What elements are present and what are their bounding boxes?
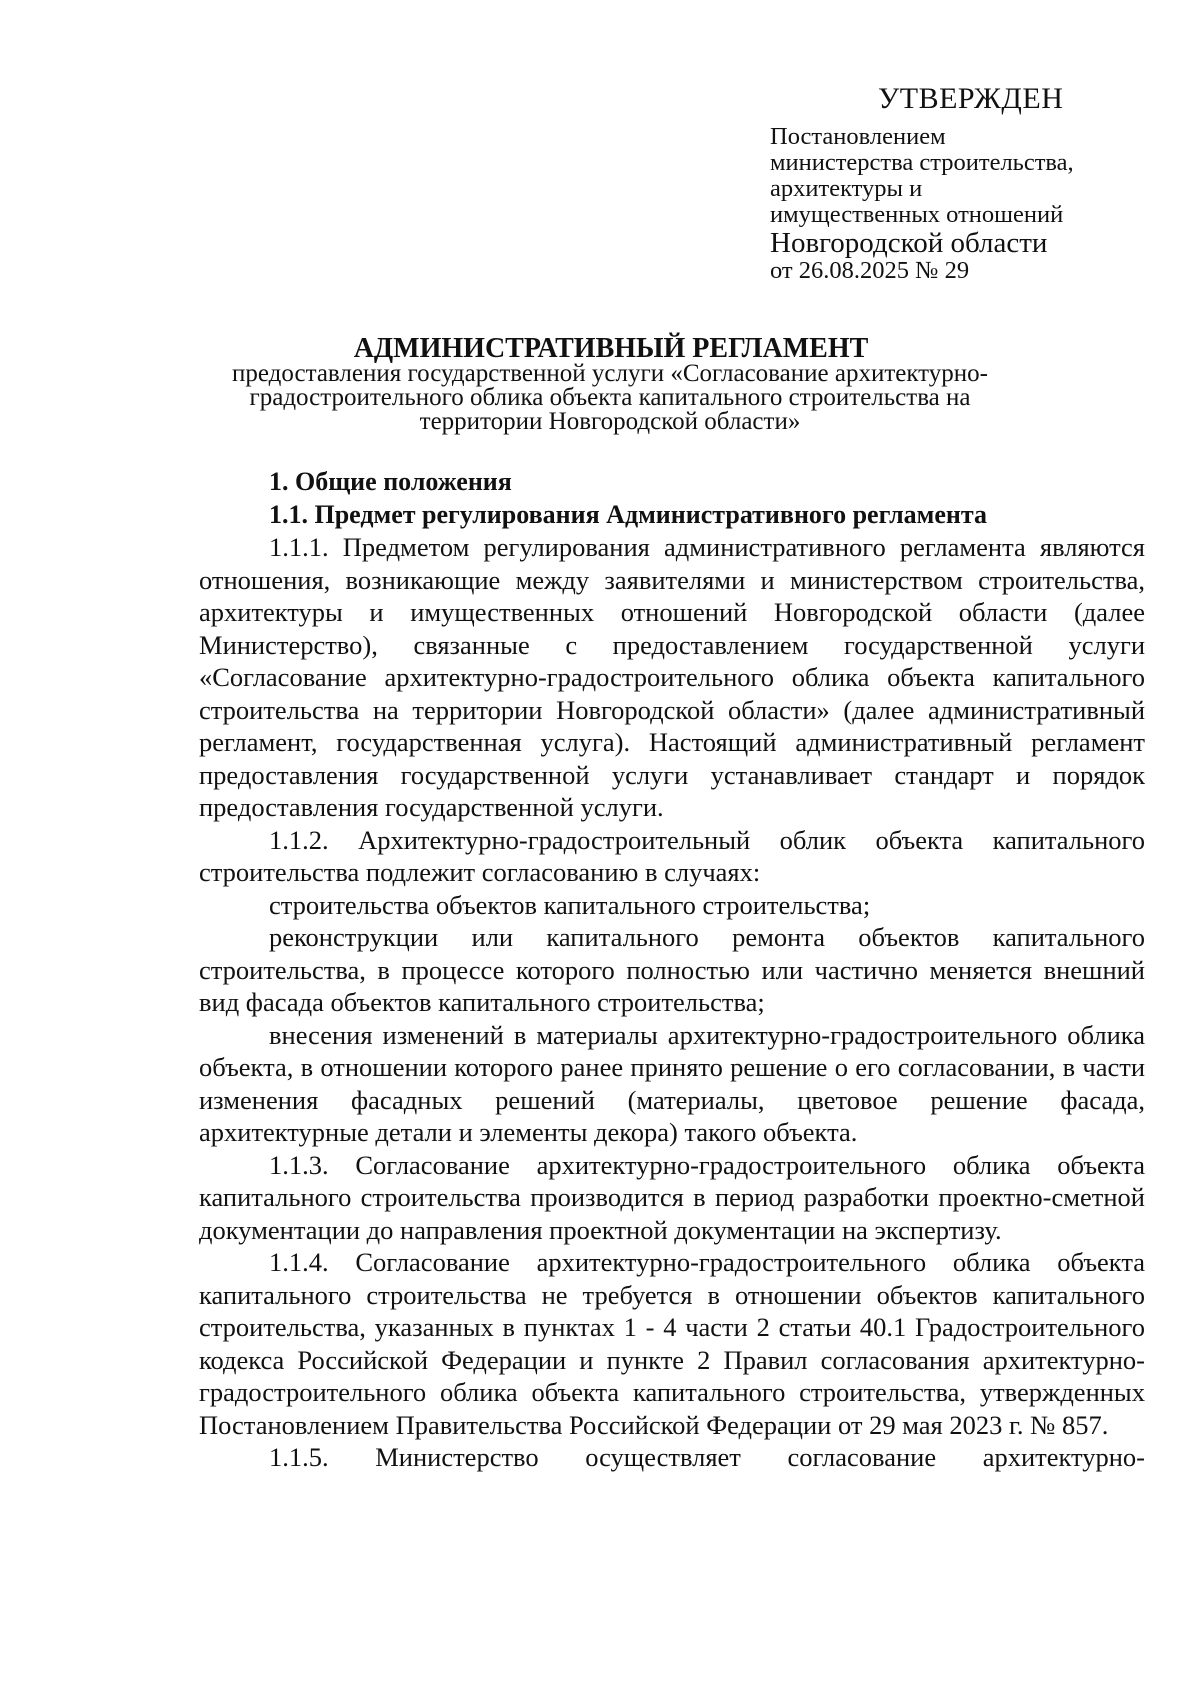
approval-line: имущественных отношений (770, 201, 1064, 228)
list-item: строительства объектов капитального строительства; (269, 889, 871, 920)
subsection-heading: 1.1. Предмет регулирования Административного регламента (269, 499, 987, 529)
approval-title: УТВЕРЖДЕН (878, 82, 1064, 115)
approval-block (770, 124, 1074, 284)
list-item: реконструкции или капитального ремонта объектов капитального строительства, в процессе которого полностью или частично меняется внешний вид фасада объектов капитального строительства; (199, 922, 1145, 1017)
list-item: внесения изменений в материалы архитектурно-градостроительного облика объекта, в отношении которого ранее принято решение о его согласовании, в части изменения фасадных решений (материалы, цветовое решение фасада, архитектурные детали и элементы декора) такого объекта. (199, 1019, 1145, 1147)
paragraph-1-1-1: 1.1.1. Предметом регулирования административного регламента являются отношения, возникающие между заявителями и министерством строительства, архитектуры и имущественных отношений Новгородской области (далее Министерство), связанные с предоставлением государственной услуги «Согласование архитектурно-градостроительного облика объекта капитального строительства на территории Новгородской области» (далее административный регламент, государственная услуга). Настоящий административный регламент предоставления государственной услуги устанавливает стандарт и порядок предоставления государственной услуги. (199, 532, 1145, 822)
paragraph-1-1-5: 1.1.5. Министерство осуществляет согласование архитектурно- (269, 1442, 1145, 1472)
section-heading: 1. Общие положения (269, 467, 512, 496)
paragraph-1-1-2: 1.1.2. Архитектурно-градостроительный облик объекта капитального строительства подлежит согласованию в случаях: (199, 824, 1145, 887)
approval-date-number: от 26.08.2025 № 29 (770, 257, 970, 284)
paragraph-1-1-3: 1.1.3. Согласование архитектурно-градостроительного облика объекта капитального строительства производится в период разработки проектно-сметной документации до направления проектной документации на экспертизу. (199, 1149, 1145, 1245)
document-subtitle: предоставления государственной услуги «Согласование архитектурно-градостроительного облика объекта капитального строительства на территории Новгородской области» (232, 360, 988, 435)
approval-line: архитектуры и (770, 175, 923, 202)
approval-line: Новгородской области (770, 227, 1048, 259)
paragraph-1-1-4: 1.1.4. Согласование архитектурно-градостроительного облика объекта капитального строительства не требуется в отношении объектов капитального строительства, указанных в пунктах 1 - 4 части 2 статьи 40.1 Градостроительного кодекса Российской Федерации и пункте 2 Правил согласования архитектурно-градостроительного облика объекта капитального строительства, утвержденных Постановлением Правительства Российской Федерации от 29 мая 2023 г. № 857. (199, 1247, 1145, 1440)
document-title: АДМИНИСТРАТИВНЫЙ РЕГЛАМЕНТ (353, 333, 869, 364)
approval-line: министерства строительства, (770, 149, 1074, 176)
document-body (199, 466, 1145, 1474)
approval-line: Постановлением (770, 123, 946, 150)
